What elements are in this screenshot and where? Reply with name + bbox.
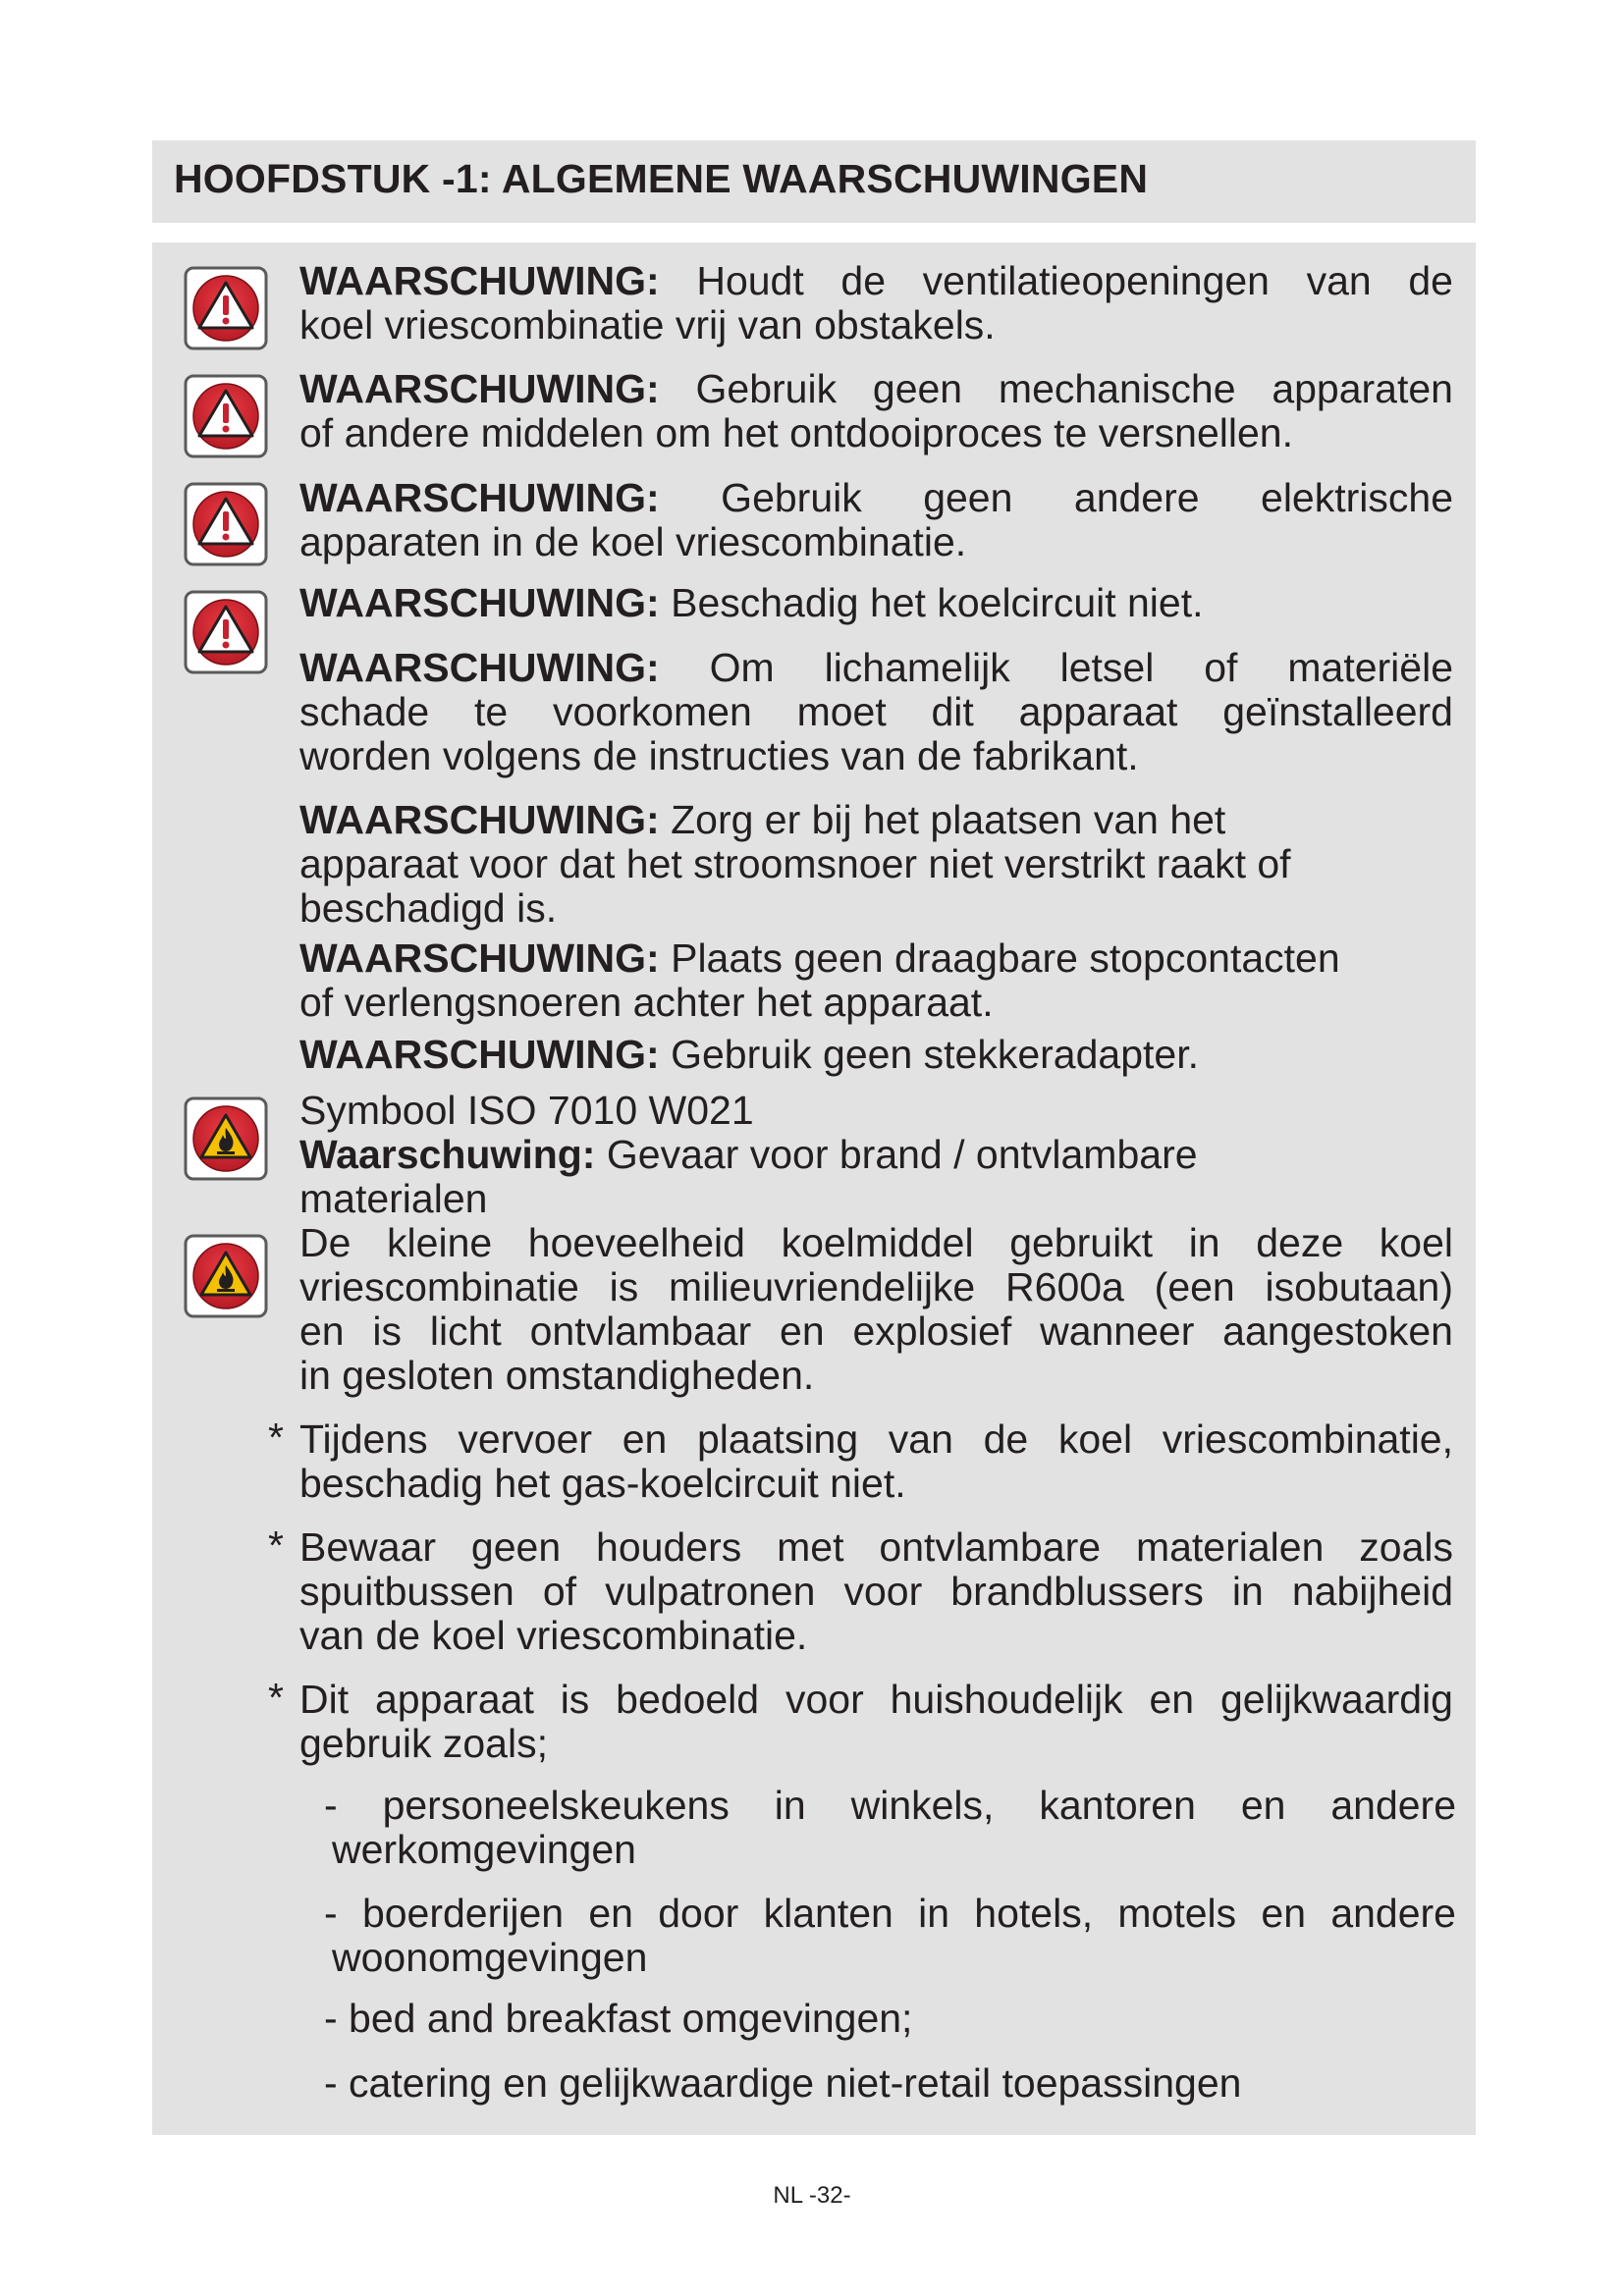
warning-exclamation-icon	[184, 482, 268, 566]
list-item: - catering en gelijkwaardige niet-retail toepassingen	[324, 2060, 1242, 2106]
warning-label: WAARSCHUWING:	[299, 258, 660, 303]
warning-item: WAARSCHUWING: Gebruik geen andere elektrische apparaten in de koel vriescombinatie.	[299, 475, 1453, 564]
bullet-item: Dit apparaat is bedoeld voor huishoudelijk en gelijkwaardig gebruik zoals;	[299, 1677, 1453, 1766]
warning-label: WAARSCHUWING:	[299, 475, 660, 520]
warning-item: WAARSCHUWING: Om lichamelijk letsel of materiële schade te voorkomen moet dit apparaat geïnstalleerd worden volgens de instructies van de fabrikant.	[299, 645, 1453, 778]
flammable-material-icon	[184, 1096, 268, 1181]
warning-item: WAARSCHUWING: Houdt de ventilatieopeningen van de koel vriescombinatie vrij van obstakels.	[299, 258, 1453, 347]
bullet-marker: *	[268, 1675, 284, 1720]
bullet-marker: *	[268, 1415, 284, 1460]
warning-exclamation-icon	[184, 374, 268, 458]
symbol-title: Symbool ISO 7010 W021	[299, 1088, 754, 1133]
warning-item: WAARSCHUWING: Zorg er bij het plaatsen van het apparaat voor dat het stroomsnoer niet verstrikt raakt of beschadigd is.	[299, 797, 1291, 931]
warning-item: WAARSCHUWING: Beschadig het koelcircuit niet.	[299, 580, 1204, 625]
warning-label: WAARSCHUWING:	[299, 366, 660, 411]
warning-exclamation-icon	[184, 266, 268, 350]
warning-label: WAARSCHUWING:	[299, 645, 660, 690]
symbol-warning: Symbool ISO 7010 W021 Waarschuwing: Gevaar voor brand / ontvlambare materialen	[299, 1089, 1453, 1221]
refrigerant-notice: De kleine hoeveelheid koelmiddel gebruikt in deze koel vriescombinatie is milieuvriendelijke R600a (een isobutaan) en is licht ontvlambaar en explosief wanneer aangestoken in gesloten omstandigheden.	[299, 1220, 1453, 1398]
warning-label: WAARSCHUWING:	[299, 1032, 660, 1077]
warning-label: WAARSCHUWING:	[299, 580, 660, 625]
list-item: - bed and breakfast omgevingen;	[324, 1996, 913, 2041]
bullet-item: Tijdens vervoer en plaatsing van de koel vriescombinatie, beschadig het gas-koelcircuit niet.	[299, 1416, 1453, 1506]
chapter-title: HOOFDSTUK -1: ALGEMENE WAARSCHUWINGEN	[174, 156, 1149, 201]
warnings-panel	[152, 242, 1476, 2135]
warning-item: WAARSCHUWING: Gebruik geen mechanische apparaten of andere middelen om het ontdooiproces te versnellen.	[299, 366, 1453, 455]
symbol-label: Waarschuwing:	[299, 1132, 596, 1177]
flammable-material-icon	[184, 1234, 268, 1318]
list-item: - personeelskeukens in winkels, kantoren en andere werkomgevingen	[324, 1783, 1456, 1872]
chapter-header	[152, 140, 1476, 223]
warning-label: WAARSCHUWING:	[299, 935, 660, 981]
warning-item: WAARSCHUWING: Gebruik geen stekkeradapter.	[299, 1032, 1199, 1077]
warning-exclamation-icon	[184, 590, 268, 674]
bullet-marker: *	[268, 1522, 284, 1568]
bullet-item: Bewaar geen houders met ontvlambare materialen zoals spuitbussen of vulpatronen voor brandblussers in nabijheid van de koel vriescombinatie.	[299, 1524, 1453, 1658]
page-number: NL -32-	[773, 2182, 851, 2209]
warning-label: WAARSCHUWING:	[299, 797, 660, 842]
list-item: - boerderijen en door klanten in hotels, motels en andere woonomgevingen	[324, 1891, 1456, 1980]
warning-item: WAARSCHUWING: Plaats geen draagbare stopcontacten of verlengsnoeren achter het apparaat.	[299, 935, 1340, 1025]
